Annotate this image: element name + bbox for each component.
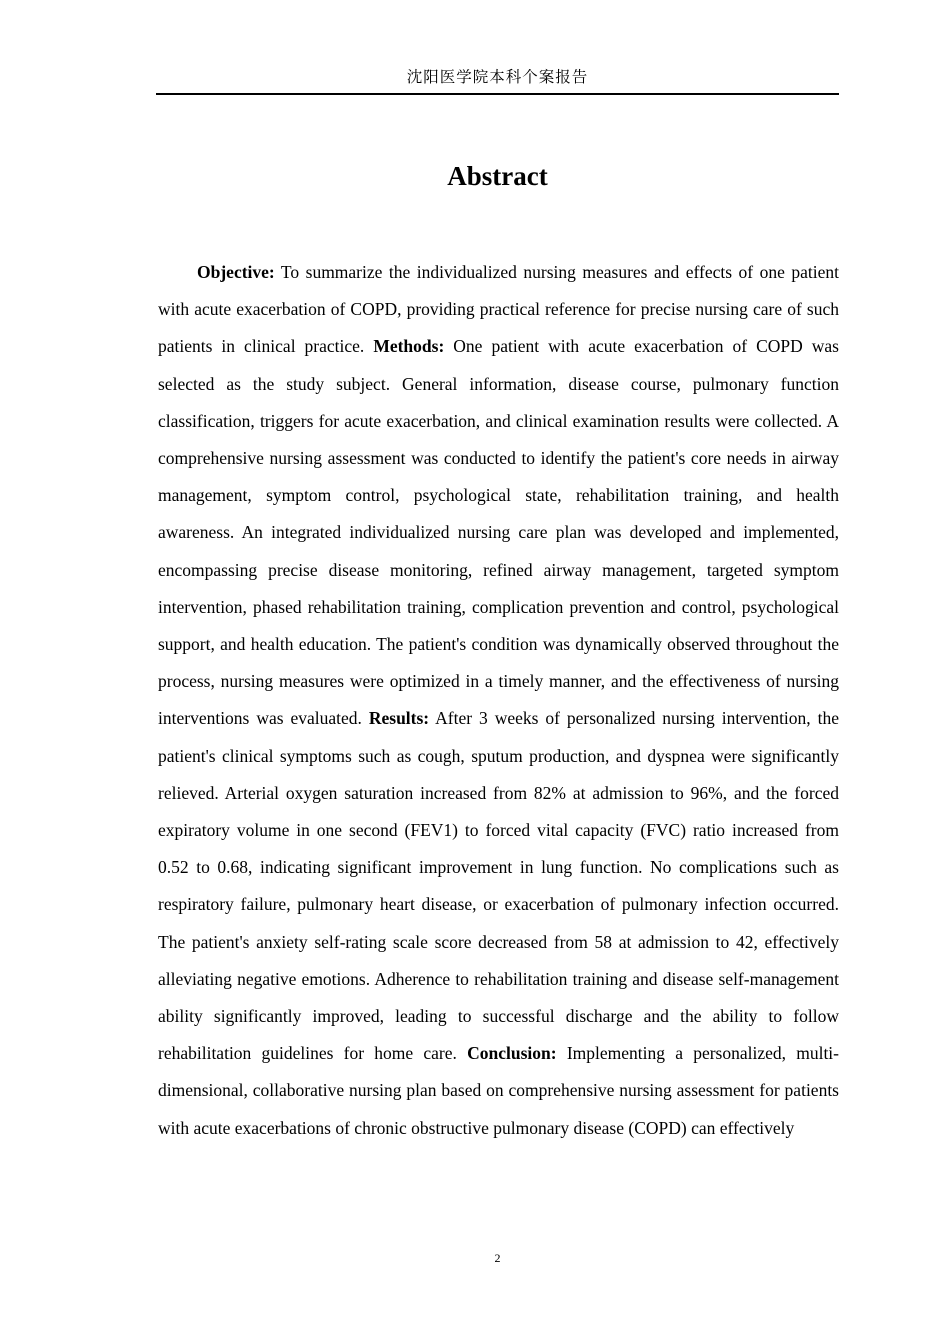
abstract-body [158,254,839,1147]
page-title: Abstract [447,161,548,191]
page-number: 2 [494,1251,501,1265]
results-text: After 3 weeks of personalized nursing intervention, the patient's clinical symptoms such as cough, sputum production, and dyspnea were significantly relieved. Arterial oxygen saturation increased from 82% at admission to 96%, and the forced expiratory volume in one second (FEV1) to forced vital capacity (FVC) ratio increased from 0.52 to 0.68, indicating significant improvement in lung function. No complications such as respiratory failure, pulmonary heart disease, or exacerbation of pulmonary infection occurred. The patient's anxiety self-rating scale score decreased from 58 at admission to 42, effectively alleviating negative emotions. Adherence to rehabilitation training and disease self-management ability significantly improved, leading to successful discharge and the ability to follow rehabilitation guidelines for home care. [158,708,839,1064]
methods-text: One patient with acute exacerbation of COPD was selected as the study subject. General information, disease course, pulmonary function classification, triggers for acute exacerbation, and clinical examination results were collected. A comprehensive nursing assessment was conducted to identify the patient's core needs in airway management, symptom control, psychological state, rehabilitation training, and health awareness. An integrated individualized nursing care plan was developed and implemented, encompassing precise disease monitoring, refined airway management, targeted symptom intervention, phased rehabilitation training, complication prevention and control, psychological support, and health education. The patient's condition was dynamically observed throughout the process, nursing measures were optimized in a timely manner, and the effectiveness of nursing interventions was evaluated. [158,336,839,729]
objective-label: Objective: [197,262,275,282]
header-rule [156,93,839,95]
results-label: Results: [368,708,430,729]
conclusion-label: Conclusion: [467,1043,557,1064]
conclusion-text: Implementing a personalized, multi-dimensional, collaborative nursing plan based on comprehensive nursing assessment for patients with acute exacerbations of chronic obstructive pulmonary disease (COPD) can effectively [158,1043,839,1138]
objective-text: To summarize the individualized nursing measures and effects of one patient with acute exacerbation of COPD, providing practical reference for precise nursing care of such patients in clinical practice. [158,262,839,357]
methods-label: Methods: [373,336,445,357]
running-header: 沈阳医学院本科个案报告 [406,68,589,86]
